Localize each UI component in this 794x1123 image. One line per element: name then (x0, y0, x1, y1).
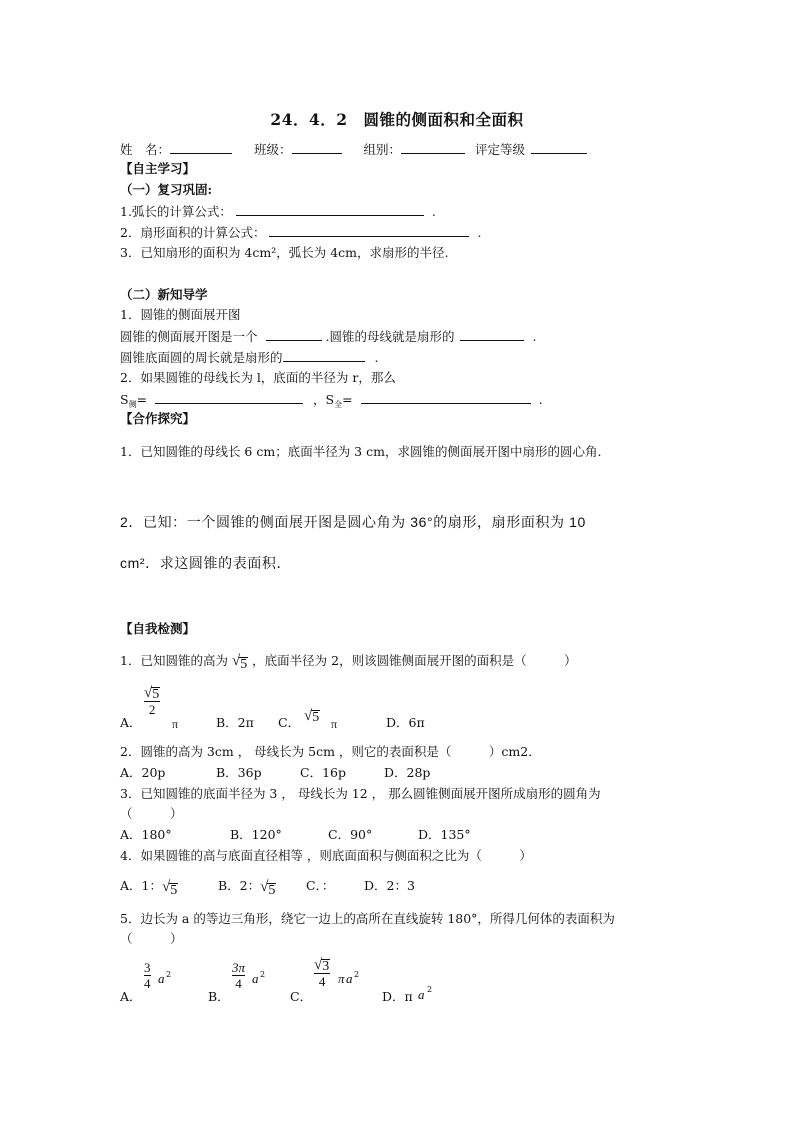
a-var-c: a (346, 971, 353, 986)
q1-option-b[interactable]: B．2π (216, 715, 254, 730)
q1-option-d[interactable]: D．6π (386, 715, 425, 730)
review-q1-text: 1.弧长的计算公式： (120, 204, 232, 219)
q4-option-d[interactable]: D．2：3 (364, 878, 415, 893)
section-self-study: 【自主学习】 (120, 161, 196, 176)
pi-symbol: π (172, 717, 179, 731)
review-q2-text: 2．扇形面积的计算公式： (120, 225, 266, 240)
coop-p2b: cm²．求这圆锥的表面积． (120, 555, 292, 571)
check-q3-paren: （ ） (120, 806, 183, 821)
a-var-b: a (252, 971, 259, 986)
perimeter-blank[interactable] (283, 349, 365, 362)
name-label: 姓 名： (120, 142, 171, 157)
coop-p1: 1．已知圆锥的母线长 6 cm；底面半径为 3 cm，求圆锥的侧面展开图中扇形的圆心角. (120, 444, 602, 459)
subsection-review: （一）复习巩固: (120, 182, 213, 197)
a-exp-b: 2 (260, 970, 266, 979)
a-var-d: a (418, 987, 425, 1002)
fraction-3-over-4: 3 4 (144, 960, 151, 991)
q5-option-d[interactable]: D．π (382, 989, 413, 1004)
check-q3-options (120, 827, 471, 843)
grade-label: 评定等级 (475, 142, 526, 157)
s-total: ，S (313, 392, 335, 407)
new-knowledge-t1: 1．圆锥的侧面展开图 (120, 307, 241, 322)
t3a-text: 圆锥底面圆的周长就是扇形的 (120, 350, 283, 365)
t2b-text: .圆锥的母线就是扇形的 (325, 329, 455, 344)
student-info-row (120, 141, 587, 158)
section-cooperative: 【合作探究】 (120, 411, 196, 426)
unfold-shape-blank[interactable] (266, 328, 322, 341)
a-exp-a: 2 (166, 970, 172, 979)
q4-option-b-wrap (218, 876, 276, 897)
s-total-sub: 全 (334, 400, 343, 409)
q4-option-c[interactable]: C．： (306, 878, 335, 893)
generatrix-blank[interactable] (460, 328, 524, 341)
check-q1-b: ，底面半径为 2，则该圆锥侧面展开图的面积是（ ） (252, 653, 577, 668)
coop-p2: 2．已知：一个圆锥的侧面展开图是圆心角为 36°的扇形，扇形面积为 10 (120, 514, 586, 530)
q3-option-c[interactable]: C．90° (328, 827, 373, 842)
s-lateral: S (120, 392, 129, 407)
check-q5-paren: （ ） (120, 931, 183, 946)
s-total-eq: = (342, 392, 353, 407)
class-blank[interactable] (292, 141, 342, 154)
sqrt5-q4a: √ 5 (161, 879, 178, 898)
q3-option-d[interactable]: D．135° (418, 827, 471, 842)
check-q1 (120, 651, 577, 671)
name-blank[interactable] (170, 141, 232, 154)
q4-option-a[interactable]: A．1： (120, 878, 162, 893)
check-q1-a: 1．已知圆锥的高为 (120, 653, 228, 668)
check-q5: 5．边长为 a 的等边三角形，绕它一边上的高所在直线旋转 180°，所得几何体的表面积为 (120, 911, 615, 926)
check-q3: 3．已知圆锥的底面半径为 3 ， 母线长为 12 ， 那么圆锥侧面展开图所成扇形的圆角为 (120, 786, 601, 801)
sqrt5-symbol: √ 5 (231, 653, 248, 672)
check-q2: 2．圆锥的高为 3cm ， 母线长为 5cm ，则它的表面积是（ ）cm2． (120, 744, 541, 759)
s-lateral-eq: = (136, 392, 148, 407)
q5-option-c[interactable]: C． (290, 989, 313, 1004)
a-exp-c: 2 (354, 970, 360, 979)
check-q4-options (120, 876, 415, 898)
review-q3: 3．已知扇形的面积为 4cm²，弧长为 4cm，求扇形的半径. (120, 245, 449, 260)
q3-option-a[interactable]: A．180° (120, 827, 172, 842)
new-knowledge-t3 (120, 349, 378, 366)
fraction-sqrt3-over-4: √ 3 4 (314, 957, 330, 989)
subsection-new-knowledge: （二）新知导学 (120, 287, 208, 302)
area-formulas (120, 391, 543, 413)
q4-option-b[interactable]: B．2： (218, 878, 261, 893)
new-knowledge-t2 (120, 328, 536, 345)
sqrt5-option-c: √ 5 (304, 708, 320, 725)
sector-area-blank[interactable] (269, 224, 469, 237)
check-q2-options (120, 765, 431, 781)
check-q4: 4．如果圆锥的高与底面直径相等 ，则底面面积与侧面积之比为（ ） (120, 848, 532, 863)
sqrt5-q4b: √ 5 (260, 879, 276, 898)
q5-option-a[interactable]: A． (120, 989, 142, 1004)
q2-option-d[interactable]: D．28p (384, 765, 431, 780)
fraction-3pi-over-4: 3π 4 (232, 960, 246, 991)
review-q2 (120, 224, 481, 241)
grade-blank[interactable] (531, 141, 587, 154)
lateral-area-blank[interactable] (155, 391, 303, 404)
s-lateral-sub: 侧 (128, 400, 137, 409)
group-blank[interactable] (401, 141, 465, 154)
fraction-sqrt5-over-2: √ 5 2 (144, 685, 160, 717)
arc-length-blank[interactable] (236, 203, 424, 216)
total-area-blank[interactable] (361, 391, 531, 404)
new-knowledge-t4: 2．如果圆锥的母线长为 l，底面的半径为 r，那么 (120, 370, 396, 385)
t2a-text: 圆锥的侧面展开图是一个 (120, 329, 258, 344)
review-q2-end: . (477, 225, 482, 240)
q5-option-b[interactable]: B． (208, 989, 230, 1004)
q2-option-c[interactable]: C．16p (300, 765, 346, 780)
t3b-text: . (374, 350, 379, 365)
page-title: 24．4．2 圆锥的侧面积和全面积 (270, 110, 524, 129)
pi-c: π (338, 971, 345, 986)
t2c-text: . (532, 329, 537, 344)
a-var-a: a (158, 971, 165, 986)
q1-option-c[interactable]: C． (278, 715, 301, 730)
s-end: . (538, 392, 543, 407)
q2-option-a[interactable]: A．20p (120, 765, 166, 780)
a-exp-d: 2 (427, 985, 433, 994)
class-label: 班级： (254, 142, 292, 157)
q1-option-a[interactable]: A． (120, 715, 142, 730)
q3-option-b[interactable]: B．120° (230, 827, 282, 842)
review-q1 (120, 203, 436, 220)
pi-symbol-c: π (331, 717, 338, 731)
group-label: 组别： (363, 142, 402, 157)
q2-option-b[interactable]: B．36p (216, 765, 262, 780)
section-self-check: 【自我检测】 (120, 621, 196, 636)
review-q1-end: . (431, 204, 436, 219)
